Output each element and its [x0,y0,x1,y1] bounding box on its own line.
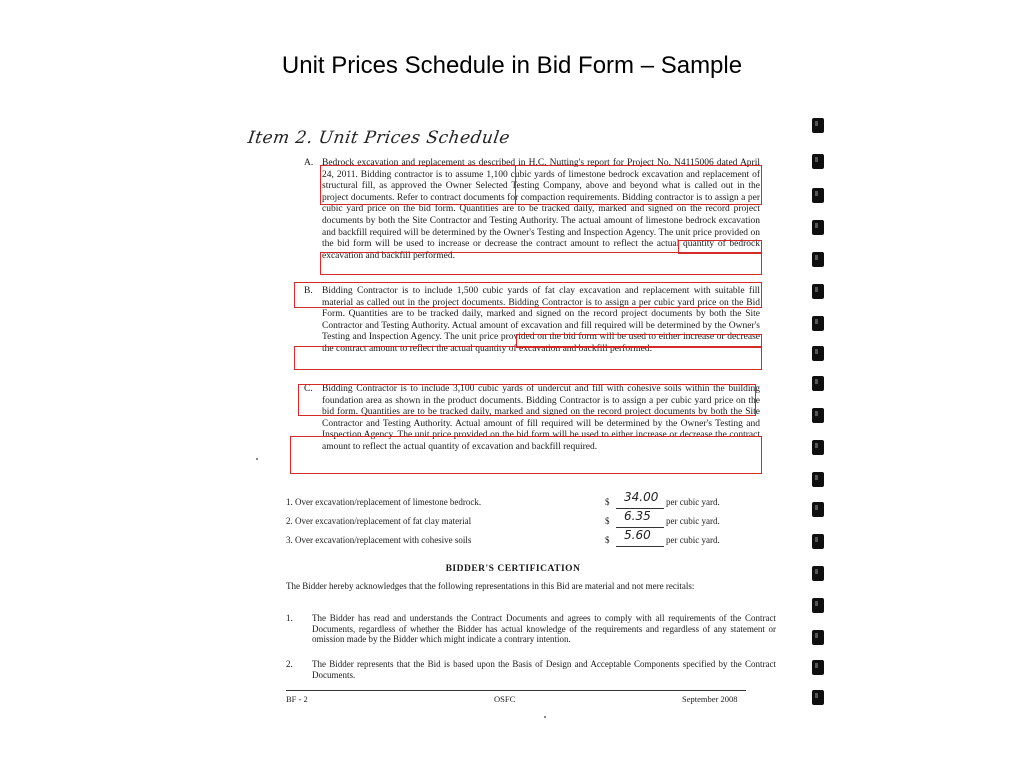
binder-hole-icon [812,346,824,361]
paragraph-b [304,286,760,356]
binder-hole-icon [812,566,824,581]
price-row [286,490,776,513]
binder-hole-icon [812,376,824,391]
paragraph-label: B. [304,286,313,296]
paragraph-a [304,158,760,262]
certification-item-number: 2. [286,659,293,669]
binder-hole-icon [812,408,824,423]
certification-item [286,659,776,683]
binder-hole-icon [812,472,824,487]
paragraph-label: A. [304,158,314,168]
handwritten-heading: Item 2. Unit Prices Schedule [246,128,512,148]
slide-title: Unit Prices Schedule in Bid Form – Sample [281,52,743,79]
paragraph-text: Bidding Contractor is to include 3,100 cubic yards of undercut and fill with cohesive soils within the building foundation area as shown in the product documents. Bidding Contractor is to assign a per cubic yard price on the bid form. Quantities are to be tracked daily, marked and signed on the record project documents by both the Site Contractor and Testing Authority. Actual amount of fill required will be determined by the Owner's Testing and Inspection Agency. The unit price provided on the bid form will be used to either increase or decrease the contract amount to reflect the actual quantity of excavation and backfill required. [322,384,760,452]
binder-hole-icon [812,440,824,455]
footer-page-number: BF - 2 [286,694,308,704]
binder-hole-icon [812,188,824,203]
price-description: 3. Over excavation/replacement with cohesive soils [286,535,472,545]
binder-hole-icon [812,316,824,331]
currency-symbol: $ [605,497,610,507]
price-row [286,509,776,532]
certification-item-text: The Bidder represents that the Bid is based upon the Basis of Design and Acceptable Components specified by the Contract Documents. [312,659,776,680]
paragraph-text: Bedrock excavation and replacement as described in H.C. Nutting's report for Project No. N4115006 dated April 24, 2011. Bidding contractor is to assume 1,100 cubic yards of limestone bedrock excavation and replacement of structural fill, as approved the Owner Selected Testing Company, above and beyond what is called out in the project documents. Refer to contract documents for compaction requirements. Bidding contractor is to assign a per cubic yard price on the bid form. Quantities are to be tracked daily, marked and signed on the record project documents by both the Site Contractor and Testing Authority. The actual amount of limestone bedrock excavation and backfill required will be determined by the Owner's Testing and Inspection Agency. The unit price provided on the bid form will be used to increase or decrease the contract amount to reflect the actual quantity of bedrock excavation and backfill performed. [322,158,760,261]
binder-hole-icon [812,154,824,169]
binder-hole-icon [812,534,824,549]
price-unit: per cubic yard. [666,535,720,545]
binder-hole-icon [812,220,824,235]
binder-hole-icon [812,690,824,705]
paragraph-c [304,384,760,454]
handwritten-price: 5.60 [624,528,651,542]
binder-hole-icon [812,118,824,133]
currency-symbol: $ [605,516,610,526]
handwritten-price: 6.35 [624,509,651,523]
paragraph-label: C. [304,384,313,394]
binder-hole-icon [812,598,824,613]
certification-item-number: 1. [286,613,293,623]
certification-intro: The Bidder hereby acknowledges that the following representations in this Bid are material and not mere recitals: [286,581,695,591]
footer-divider [286,690,746,691]
price-description: 1. Over excavation/replacement of limestone bedrock. [286,497,482,507]
binder-hole-icon [812,660,824,675]
footer-organization: OSFC [494,694,516,704]
certification-title: BIDDER'S CERTIFICATION [445,564,581,574]
binder-hole-icon [812,502,824,517]
binder-hole-icon [812,630,824,645]
binder-hole-icon [812,284,824,299]
footer-date: September 2008 [682,694,738,704]
price-unit: per cubic yard. [666,516,720,526]
price-row [286,528,776,551]
certification-item [286,613,776,657]
binder-hole-strip [812,118,830,718]
binder-hole-icon [812,252,824,267]
price-unit: per cubic yard. [666,497,720,507]
handwritten-price: 34.00 [624,490,659,504]
scanned-document [248,118,778,718]
scan-speck [544,716,546,718]
scan-speck [256,458,258,460]
price-description: 2. Over excavation/replacement of fat clay material [286,516,472,526]
paragraph-text: Bidding Contractor is to include 1,500 cubic yards of fat clay excavation and replacement with suitable fill material as called out in the project documents. Bidding Contractor is to assign a per cubic yard price on the Bid Form. Quantities are to be tracked daily, marked and signed on the record project documents by both the Site Contractor and Testing Authority. Actual amount of excavation and fill required will be determined by the Owner's Testing and Inspection Agency. The unit price provided on the bid form will be used to either increase or decrease the contract amount to reflect the actual quantity of excavation and backfill performed. [322,286,760,354]
certification-item-text: The Bidder has read and understands the Contract Documents and agrees to comply with all requirements of the Contract Documents, regardless of whether the Bidder has actual knowledge of the requirements and regardless of any statement or omission made by the Bidder which might indicate a contrary intention. [312,613,776,644]
currency-symbol: $ [605,535,610,545]
